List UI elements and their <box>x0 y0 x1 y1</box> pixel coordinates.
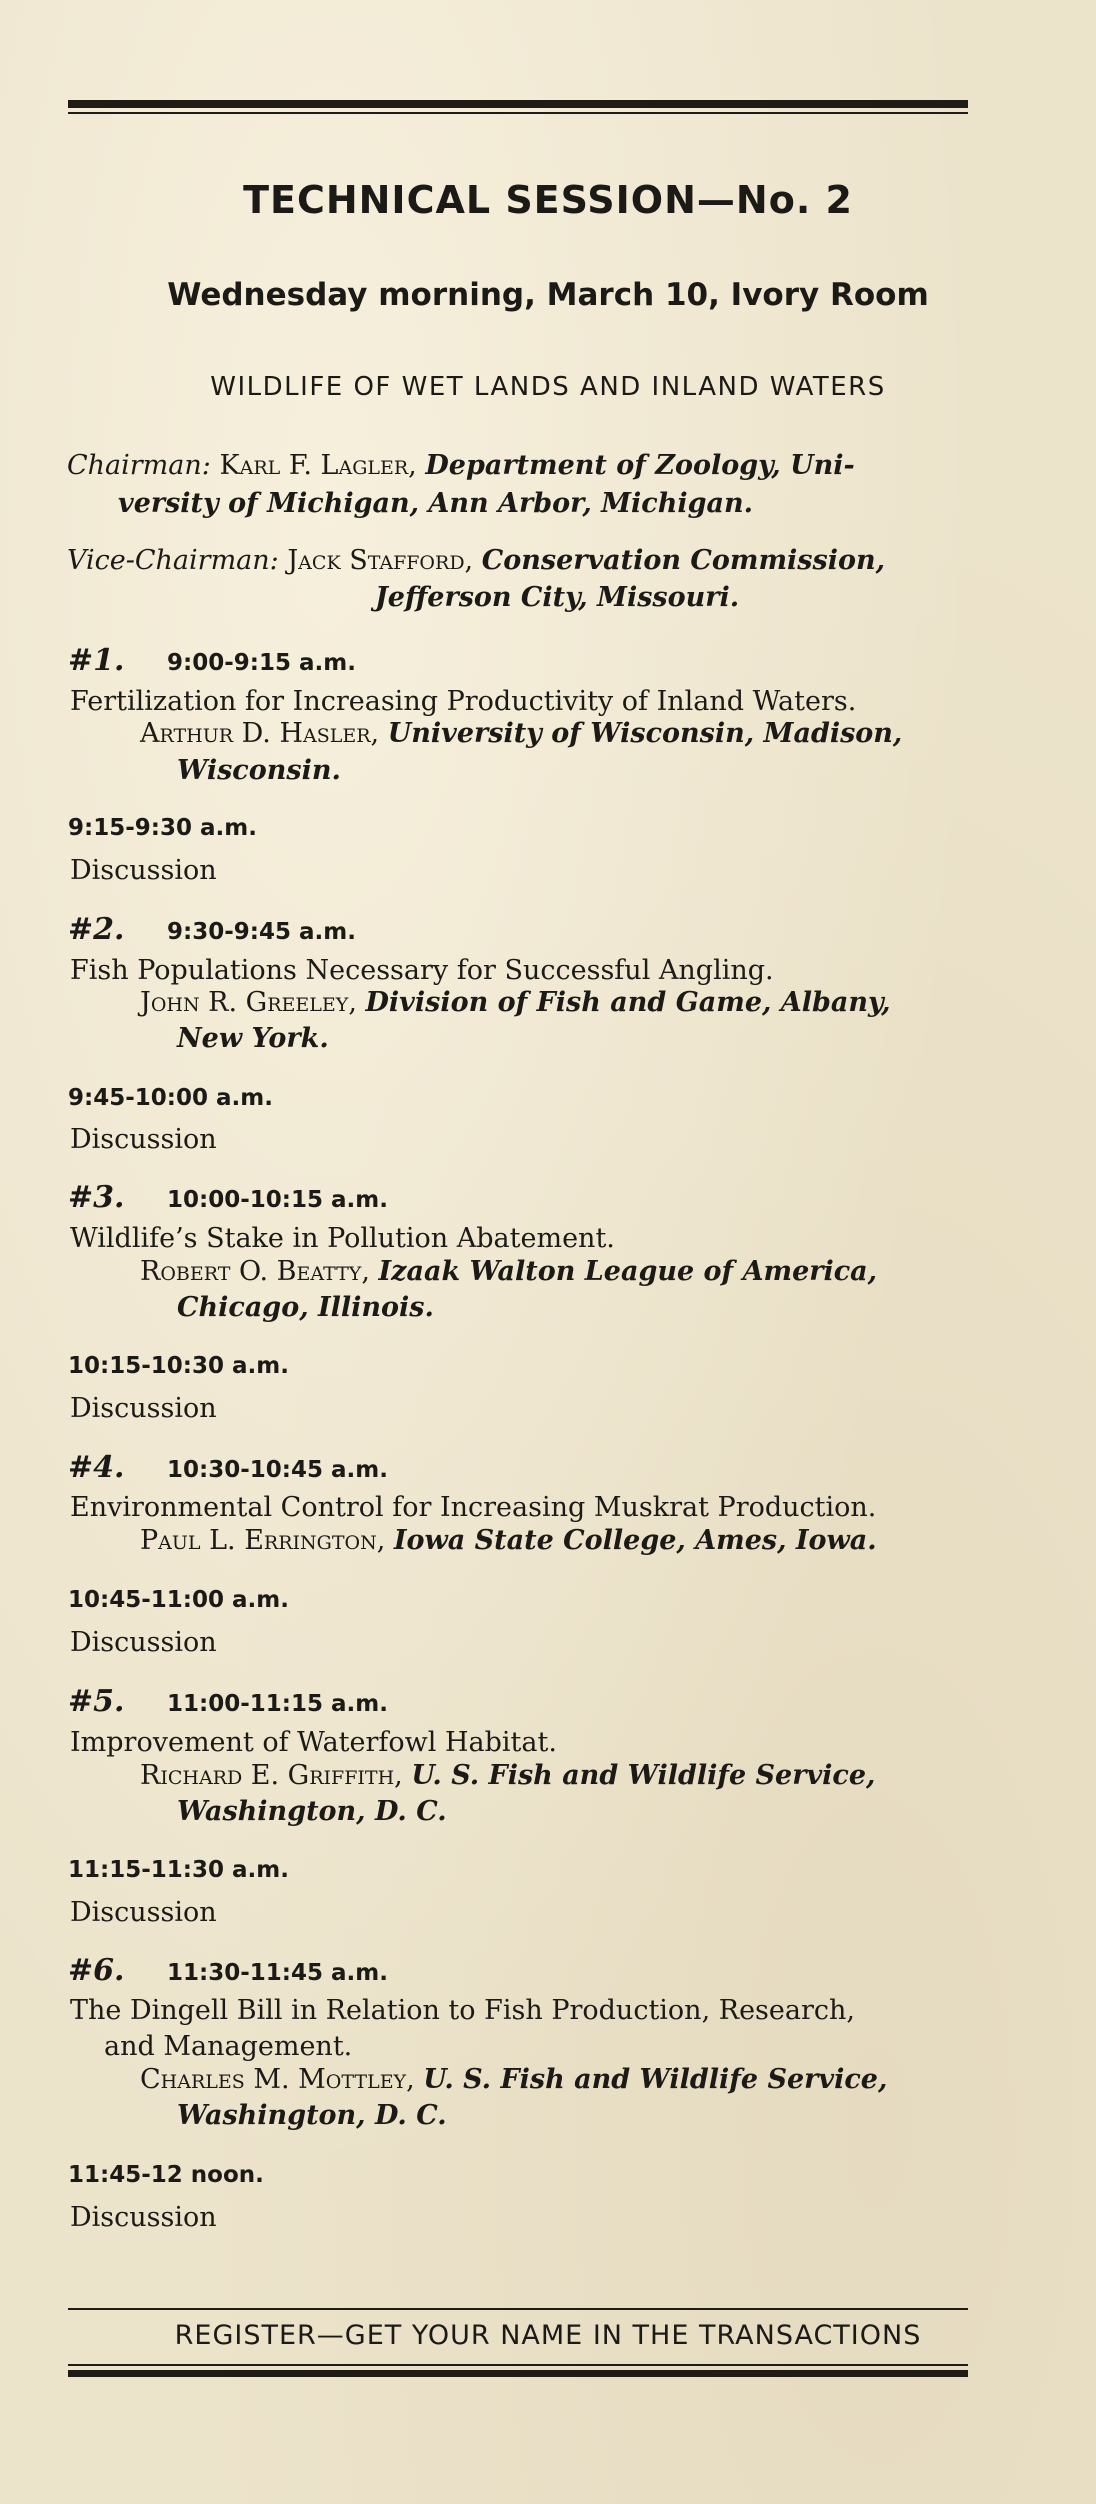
vice-chairman-affiliation-cont: Jefferson City, Missouri. <box>375 582 740 613</box>
paper-affiliation: Iowa State College, Ames, Iowa. <box>393 1525 877 1556</box>
paper-author-line <box>140 718 902 749</box>
paper-author: Robert O. Beatty, <box>140 1256 370 1287</box>
chairman-affiliation: Department of Zoology, Uni- <box>425 450 855 481</box>
discussion-label: Discussion <box>70 855 217 886</box>
footer-rule-bottom <box>68 2370 968 2377</box>
discussion-time: 11:15-11:30 a.m. <box>68 1857 289 1883</box>
discussion-time: 10:45-11:00 a.m. <box>68 1587 289 1613</box>
paper-author: Richard E. Griffith, <box>140 1760 403 1791</box>
paper-time: 10:30-10:45 a.m. <box>167 1457 388 1483</box>
discussion-time: 9:45-10:00 a.m. <box>68 1085 273 1111</box>
discussion-time: 11:45-12 noon. <box>68 2162 264 2188</box>
paper-time: 11:00-11:15 a.m. <box>167 1691 388 1717</box>
paper-title: The Dingell Bill in Relation to Fish Production, Research, <box>70 1995 855 2026</box>
paper-affiliation-cont: Washington, D. C. <box>177 2100 447 2131</box>
discussion-time: 9:15-9:30 a.m. <box>68 815 257 841</box>
paper-number: #5. <box>68 1684 125 1719</box>
paper-number: #1. <box>68 643 125 678</box>
paper-author-line <box>140 1760 875 1791</box>
paper-author: Paul L. Errington, <box>140 1525 386 1556</box>
paper-affiliation: U. S. Fish and Wildlife Service, <box>423 2064 888 2095</box>
paper-author-line <box>140 1256 877 1287</box>
register-notice: REGISTER—GET YOUR NAME IN THE TRANSACTIONS <box>174 2320 922 2351</box>
paper-affiliation-cont: Wisconsin. <box>177 755 341 786</box>
discussion-label: Discussion <box>70 1393 217 1424</box>
chairman-line <box>67 450 855 481</box>
paper-title: Wildlife’s Stake in Pollution Abatement. <box>70 1223 615 1254</box>
paper-number: #4. <box>68 1450 125 1485</box>
paper-author-line <box>140 2064 887 2095</box>
footer-rule-mid <box>68 2364 968 2366</box>
paper-time: 9:00-9:15 a.m. <box>167 650 356 676</box>
paper-title: Fish Populations Necessary for Successful Angling. <box>70 955 774 986</box>
vice-chairman-affiliation: Conservation Commission, <box>481 545 886 576</box>
vice-chairman-line <box>67 545 885 576</box>
paper-author: Arthur D. Hasler, <box>140 718 380 749</box>
discussion-label: Discussion <box>70 1124 217 1155</box>
paper-affiliation-cont: Chicago, Illinois. <box>177 1292 434 1323</box>
chairman-name: Karl F. Lagler, <box>219 450 417 481</box>
paper-time: 11:30-11:45 a.m. <box>167 1960 388 1986</box>
discussion-label: Discussion <box>70 1897 217 1928</box>
top-rule <box>68 100 968 114</box>
paper-time: 10:00-10:15 a.m. <box>167 1187 388 1213</box>
discussion-label: Discussion <box>70 2202 217 2233</box>
paper-title: Fertilization for Increasing Productivity of Inland Waters. <box>70 686 857 717</box>
paper-affiliation: Division of Fish and Game, Albany, <box>365 987 891 1018</box>
chairman-affiliation-cont: versity of Michigan, Ann Arbor, Michigan. <box>118 488 754 519</box>
paper-title: Improvement of Waterfowl Habitat. <box>70 1727 557 1758</box>
footer-rule-top <box>68 2308 968 2310</box>
paper-affiliation: Izaak Walton League of America, <box>378 1256 878 1287</box>
paper-title-cont: and Management. <box>104 2031 353 2062</box>
paper-number: #2. <box>68 912 125 947</box>
session-theme: WILDLIFE OF WET LANDS AND INLAND WATERS <box>210 372 886 402</box>
paper-number: #6. <box>68 1953 125 1988</box>
paper-author-line <box>140 987 891 1018</box>
paper-time: 9:30-9:45 a.m. <box>167 919 356 945</box>
paper-author: Charles M. Mottley, <box>140 2064 415 2095</box>
discussion-time: 10:15-10:30 a.m. <box>68 1353 289 1379</box>
paper-number: #3. <box>68 1180 125 1215</box>
discussion-label: Discussion <box>70 1627 217 1658</box>
paper-affiliation-cont: Washington, D. C. <box>177 1796 447 1827</box>
paper-author-line <box>140 1525 877 1556</box>
vice-chairman-role: Vice-Chairman: <box>67 545 279 576</box>
paper-author: John R. Greeley, <box>140 987 357 1018</box>
paper-title: Environmental Control for Increasing Muskrat Production. <box>70 1492 877 1523</box>
vice-chairman-name: Jack Stafford, <box>287 545 474 576</box>
paper-affiliation: University of Wisconsin, Madison, <box>387 718 903 749</box>
paper-affiliation-cont: New York. <box>177 1023 329 1054</box>
session-date-line: Wednesday morning, March 10, Ivory Room <box>167 277 929 313</box>
chairman-role: Chairman: <box>67 450 211 481</box>
paper-affiliation: U. S. Fish and Wildlife Service, <box>411 1760 876 1791</box>
session-title: TECHNICAL SESSION—No. 2 <box>243 178 853 222</box>
